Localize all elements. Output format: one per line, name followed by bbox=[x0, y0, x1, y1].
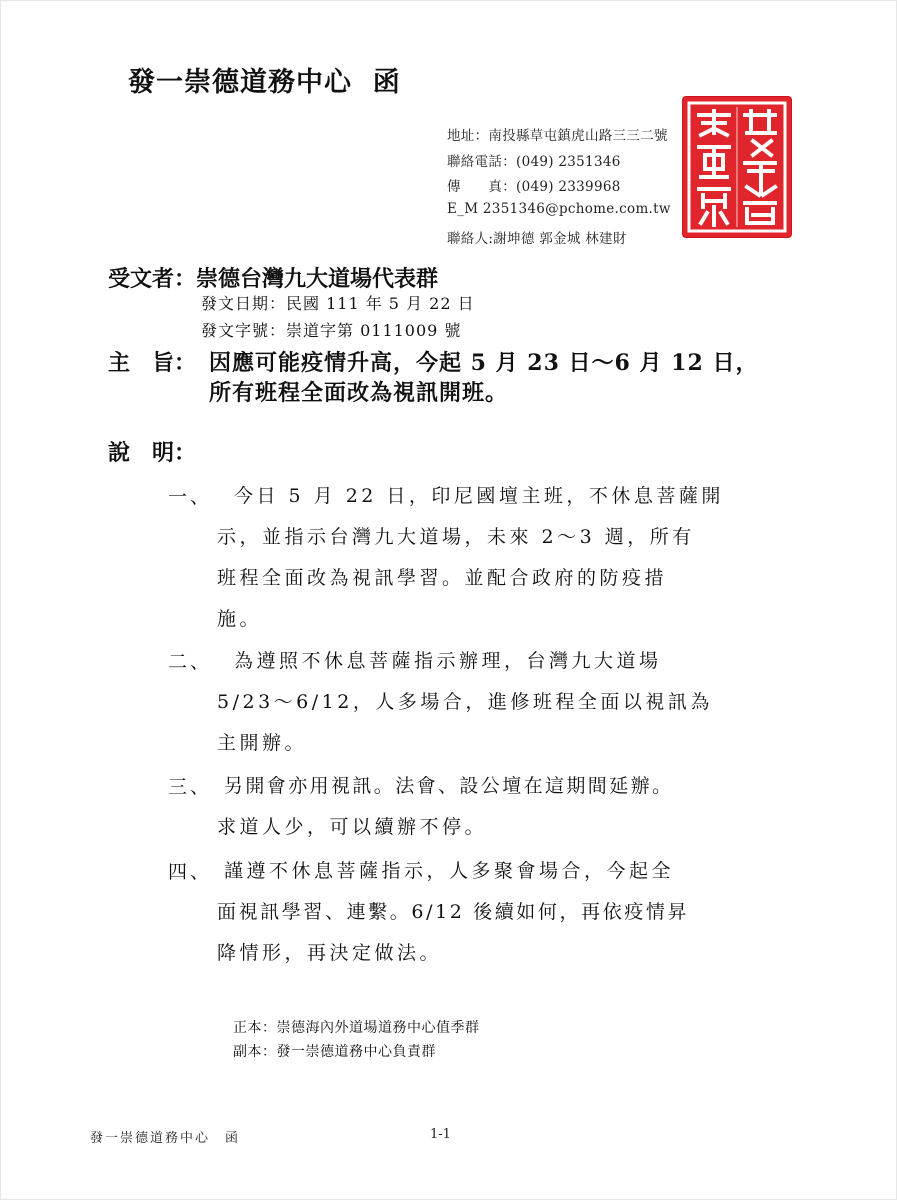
subject-line-1: 因應可能疫情升高，今起 5 月 23 日～6 月 12 日， bbox=[209, 350, 759, 376]
item-1-line-2: 示，並指示台灣九大道場，未來 2～3 週，所有 bbox=[217, 526, 695, 548]
seal-icon bbox=[683, 97, 791, 237]
subject-label: 主 旨： bbox=[108, 350, 197, 376]
email-line: E_M 2351346@pchome.com.tw bbox=[447, 201, 671, 217]
recipient-label: 受文者： bbox=[108, 266, 197, 292]
page-number: 1-1 bbox=[430, 1127, 451, 1142]
issue-number: 發文字號：崇道字第 0111009 號 bbox=[201, 321, 462, 340]
item-1-line-1: 今日 5 月 22 日，印尼國壇主班，不休息菩薩開 bbox=[234, 485, 724, 507]
item-2-line-1: 為遵照不休息菩薩指示辦理，台灣九大道場 bbox=[234, 650, 662, 672]
footer-title: 發一崇德道務中心 函 bbox=[90, 1131, 241, 1146]
document-title: 發一崇德道務中心 函 bbox=[128, 67, 401, 98]
item-2-number: 二、 bbox=[168, 651, 213, 673]
item-1-line-4: 施。 bbox=[217, 608, 263, 630]
item-3-line-2: 求道人少，可以續辦不停。 bbox=[217, 816, 488, 838]
issue-date: 發文日期：民國 111 年 5 月 22 日 bbox=[201, 294, 475, 313]
recipient-row bbox=[108, 262, 438, 293]
subject-line-2: 所有班程全面改為視訊開班。 bbox=[209, 380, 509, 406]
item-1-line-3: 班程全面改為視訊學習。並配合政府的防疫措 bbox=[217, 567, 668, 589]
recipient-value: 崇德台灣九大道場代表群 bbox=[196, 266, 439, 292]
item-3-line-1: 另開會亦用視訊。法會、設公壇在這期間延辦。 bbox=[224, 775, 674, 797]
official-seal-stamp bbox=[683, 97, 791, 237]
item-3-number: 三、 bbox=[168, 776, 213, 798]
contacts-line: 聯絡人:謝坤德 郭金城 林建財 bbox=[447, 231, 627, 247]
item-1-number: 一、 bbox=[168, 486, 213, 508]
item-4-number: 四、 bbox=[168, 861, 213, 883]
original-recipients: 正本：崇德海內外道場道務中心值季群 bbox=[233, 1020, 480, 1036]
fax-line: 傳 真：(049) 2339968 bbox=[447, 179, 621, 195]
item-4-line-3: 降情形，再決定做法。 bbox=[217, 942, 443, 964]
item-2-line-3: 主開辦。 bbox=[217, 732, 308, 754]
phone-line: 聯絡電話：(049) 2351346 bbox=[447, 154, 621, 170]
item-4-line-2: 面視訊學習、連繫。6/12 後續如何，再依疫情昇 bbox=[217, 901, 690, 923]
copy-recipients: 副本：發一崇德道務中心負責群 bbox=[233, 1044, 436, 1060]
address-line bbox=[447, 124, 668, 144]
item-4-line-1: 謹遵不休息菩薩指示，人多聚會場合，今起全 bbox=[224, 860, 675, 882]
item-2-line-2: 5/23～6/12，人多場合，進修班程全面以視訊為 bbox=[217, 691, 713, 713]
address-text: 地址：南投縣草屯鎮虎山路三三二號 bbox=[447, 128, 668, 144]
explanation-label: 說 明： bbox=[108, 440, 197, 466]
